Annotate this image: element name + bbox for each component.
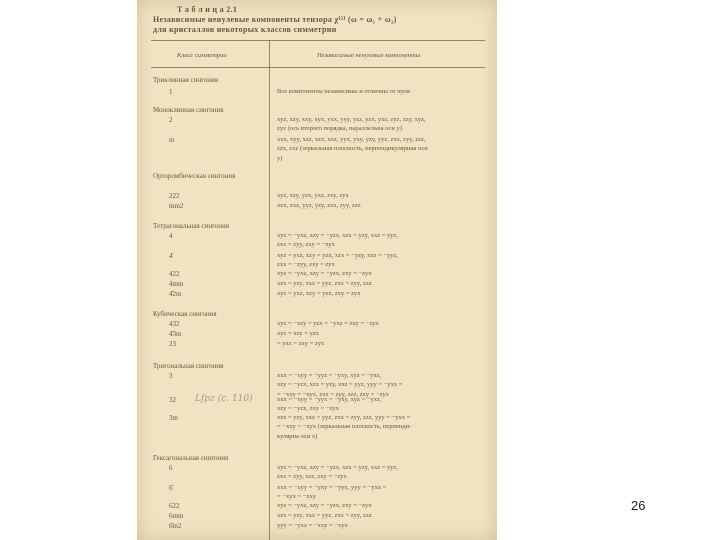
symmetry-class-label: m — [169, 136, 175, 144]
tensor-components: = −xxy = −xyx, zxx = zyy, zzz, zxy = −zyx — [277, 390, 390, 398]
tensor-components: xyz = −yxz, xzy = −yzx, zxy = −zyx — [277, 270, 372, 277]
col-header-class: Класс симметрии — [177, 52, 227, 59]
tensor-components: кулярна оси x) — [277, 432, 318, 440]
tensor-components: xzy = −yzx, zxy = −zyx — [277, 405, 339, 413]
tensor-components: xyz, xzy, yzx, yxz, zxy, zyx — [277, 192, 349, 199]
symmetry-system-name: Тетрагональная сингония — [153, 222, 229, 230]
tensor-components: zzx, zxz (зеркальная плоскость, перпендикулярная оси — [277, 145, 428, 153]
symmetry-class-label: 3 — [169, 372, 173, 380]
symmetry-class-label: 4mm — [169, 280, 184, 288]
header-bottom-rule — [151, 67, 485, 68]
symmetry-class-label: 32 — [169, 396, 176, 404]
symmetry-system-name: Гексагональная сингония — [153, 454, 229, 462]
page-number: 26 — [631, 498, 646, 513]
tensor-components: xyz = yxz, xzy = yzx, xzx = −yzy, xxz = −yyz, — [277, 252, 399, 259]
tensor-components: zxx = −zyy, zxy = zyx — [277, 261, 335, 269]
handwritten-note: Lfpz (c. 110) — [195, 394, 253, 404]
tensor-components: xyz = yxz, xzy = yzx, zxy = zyx — [277, 290, 361, 297]
symmetry-class-label: mm2 — [169, 202, 184, 210]
col-header-components: Независимые ненулевые компоненты — [317, 52, 421, 59]
tensor-components: xzx = yzy, xxz = yyz, zxx = zyy, zzz, yyy = −yxx = — [277, 414, 411, 421]
header-top-rule — [151, 40, 485, 41]
tensor-components: zxx = zyy, zzz, zxy = −zyx — [277, 473, 347, 481]
tensor-components: zxx = zyy, zxy = −zyx — [277, 241, 335, 249]
symmetry-class-label: 222 — [169, 192, 180, 200]
symmetry-class-label: 3m — [169, 414, 178, 422]
tensor-components: y) — [277, 154, 283, 162]
table-label: Т а б л и ц а 2.1 — [177, 5, 238, 14]
symmetry-class-label: 6̄m2 — [169, 522, 182, 530]
symmetry-class-label: 1 — [169, 88, 173, 96]
tensor-components: zyz (ось второго порядка, параллельна оси y) — [277, 125, 402, 133]
scanned-page — [137, 0, 497, 540]
column-divider — [269, 40, 270, 540]
tensor-components: xzy = −yzx, xzx = yzy, xxz = yyz, yyy = −yxx = — [277, 381, 403, 389]
tensor-components: xzx = yzy, xxz = yyz, zxx = zyy, zzz — [277, 280, 372, 287]
tensor-components: xxx, xyy, xzz, xzx, xxz, yyx, yxy, yzy, yyz, zxx, zyy, zzz, — [277, 136, 426, 143]
table-title-line1: Независимые ненулевые компоненты тензора χ⁽²⁾ (ω = ω₁ + ω₂) — [153, 15, 397, 24]
tensor-components: xyz = xzy = yzx — [277, 330, 319, 337]
symmetry-system-name: Тригональная сингония — [153, 362, 224, 370]
symmetry-class-label: 23 — [169, 340, 176, 348]
symmetry-class-label: 432 — [169, 320, 180, 328]
symmetry-class-label: 6 — [169, 464, 173, 472]
symmetry-class-label: 622 — [169, 502, 180, 510]
tensor-components: xxx = −xyy = −yyx = −yxy, xyz = −yxz, — [277, 396, 382, 403]
tensor-components: xyz = −yxz, xzy = −yzx, xzx = yzy, xxz = yyz, — [277, 232, 399, 239]
tensor-components: xzx, xxz, yyz, yzy, zxx, zyy, zzz — [277, 202, 361, 209]
tensor-components: xyz = −yxz, xzy = −yzx, zxy = −zyx — [277, 502, 372, 509]
symmetry-class-label: 4̄3m — [169, 330, 182, 338]
symmetry-class-label: 6mm — [169, 512, 184, 520]
symmetry-system-name: Кубическая сингония — [153, 310, 217, 318]
tensor-components: xyz, xzy, xxy, xyx, yxx, yyy, yzz, yzx, yxz, zyz, zzy, xyz, — [277, 116, 426, 123]
symmetry-system-name: Триклинная сингония — [153, 76, 218, 84]
symmetry-class-label: 4̄2m — [169, 290, 182, 298]
symmetry-system-name: Орторомбическая сингония — [153, 172, 236, 180]
tensor-components: = yxz = zxy = zyx — [277, 340, 325, 347]
symmetry-class-label: 422 — [169, 270, 180, 278]
symmetry-class-label: 6̄ — [169, 484, 173, 492]
symmetry-class-label: 4 — [169, 232, 173, 240]
tensor-components: xyz = −yxz, xzy = −yzx, xzx = yzy, xxz = yyz, — [277, 464, 399, 471]
tensor-components: xzx = yzy, xxz = yyz, zxx = zyy, zzz — [277, 512, 372, 519]
symmetry-class-label: 4̄ — [169, 252, 173, 260]
tensor-components: = −xyx = −xxy — [277, 493, 317, 501]
tensor-components: = −xxy = −xyx (зеркальная плоскость, перпенди- — [277, 423, 412, 431]
table-title-line2: для кристаллов некоторых классов симметрии — [153, 25, 337, 34]
tensor-components: xxx = −xyy = −yxy = −yyx, yyy = −yxx = — [277, 484, 387, 491]
tensor-components: xyz = −xzy = yzx = −yxz = zxy = −zyx — [277, 320, 379, 327]
symmetry-system-name: Моноклинная сингония — [153, 106, 224, 114]
symmetry-class-label: 2 — [169, 116, 173, 124]
tensor-components: yyy = −yxx = −xxy = −xyx — [277, 522, 348, 529]
tensor-components: xxx = −xyy = −yyz = −yxy, xyz = −yxz, — [277, 372, 382, 379]
tensor-components: Все компоненты независимы и отличны от нуля — [277, 88, 410, 95]
